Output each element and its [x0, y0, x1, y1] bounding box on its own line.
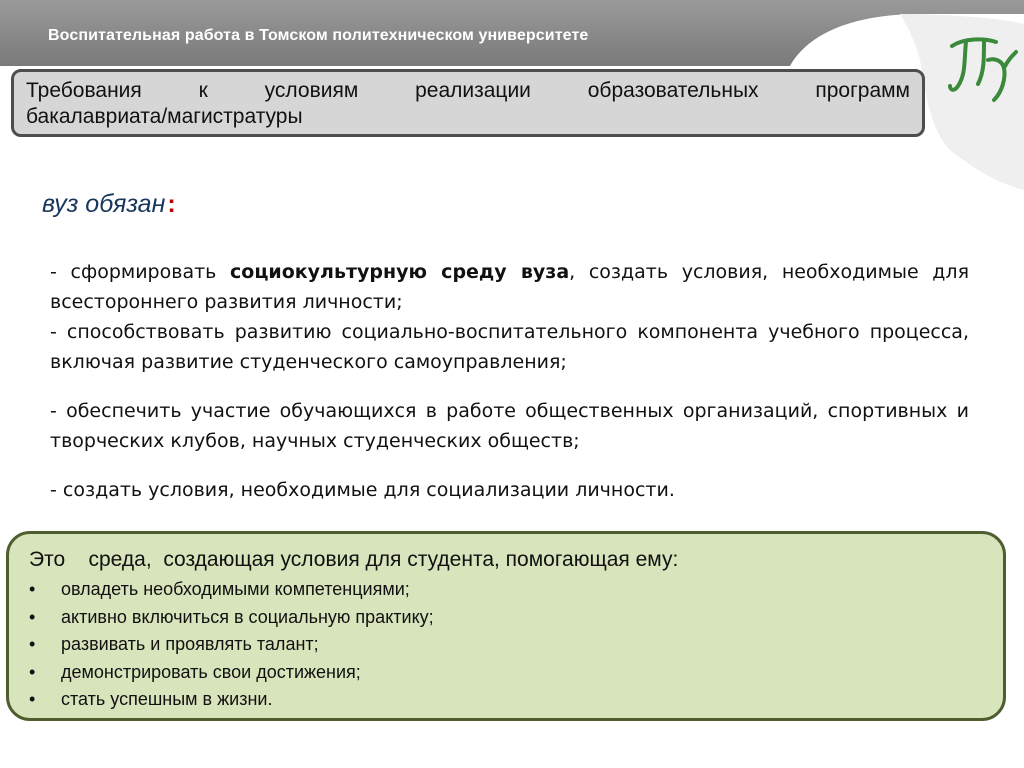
bullet-icon: • [29, 689, 36, 709]
list-item: • стать успешным в жизни. [29, 686, 1003, 714]
subtitle-box [11, 69, 925, 137]
heading-text: вуз обязан [42, 190, 166, 218]
list-item: • овладеть необходимыми компетенциями; [29, 576, 1003, 604]
list-item: • развивать и проявлять талант; [29, 631, 1003, 659]
section-heading [42, 190, 176, 219]
duty-item: - создать условия, необходимые для социализации личности. [50, 479, 675, 501]
heading-colon: : [167, 190, 176, 218]
duty-bold-phrase: социокультурную среду вуза [230, 261, 570, 283]
summary-title: Это среда, создающая условия для студента, помогающая ему: [29, 548, 679, 571]
duty-item: - обеспечить участие обучающихся в работе общественных организаций, спортивных и творческих клубов, научных студенческих обществ; [50, 400, 969, 452]
bullet-icon: • [29, 606, 36, 627]
duty-item: - сформировать социокультурную среду вуза, создать условия, необходимые для всестороннего развития личности; [50, 261, 970, 313]
tpu-logo-icon [944, 30, 1020, 106]
list-item: • демонстрировать свои достижения; [29, 659, 1003, 687]
summary-list [29, 576, 1003, 714]
subtitle-line-1: Требования к условиям реализации образовательных программ [26, 79, 910, 102]
bullet-icon: • [29, 661, 36, 682]
list-item: • активно включиться в социальную практику; [29, 604, 1003, 632]
bullet-icon: • [29, 579, 36, 599]
header-title: Воспитательная работа в Томском политехническом университете [48, 27, 589, 44]
summary-box [6, 531, 1006, 721]
duty-item: - способствовать развитию социально-воспитательного компонента учебного процесса, включая развитие студенческого самоуправления; [50, 321, 969, 373]
duties-list [50, 257, 969, 505]
subtitle-line-2: бакалавриата/магистратуры [26, 105, 303, 128]
bullet-icon: • [29, 634, 36, 654]
